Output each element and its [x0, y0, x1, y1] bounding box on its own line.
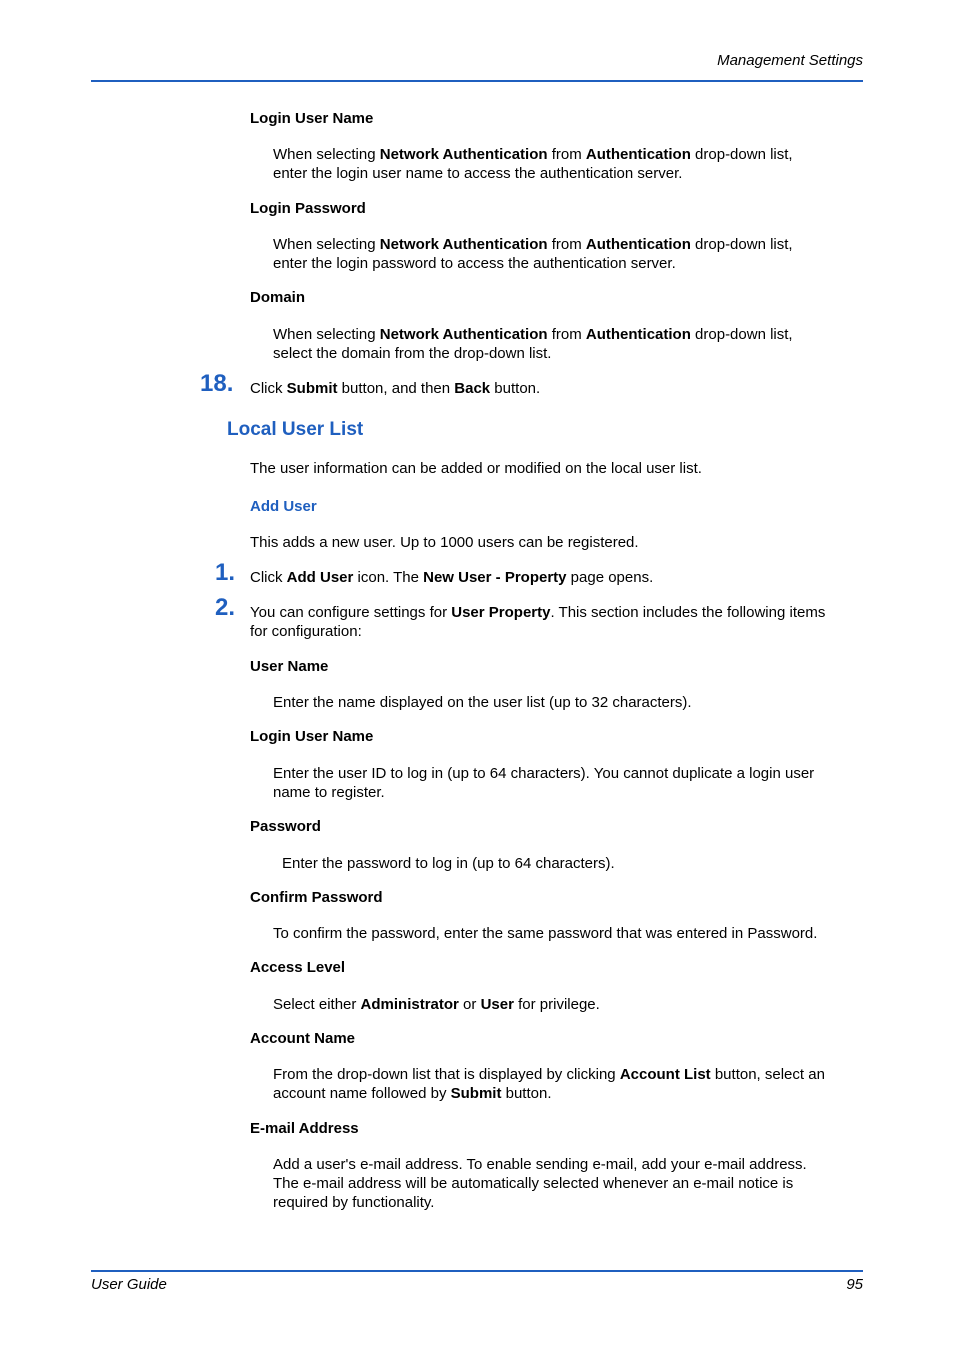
term-domain: Domain — [250, 289, 306, 306]
desc-login-user-name-2 — [273, 764, 814, 802]
subsection-intro: This adds a new user. Up to 1000 users can be registered. — [250, 534, 639, 551]
footer-rule — [91, 1270, 863, 1272]
header-rule — [91, 80, 863, 82]
desc-line: enter the login user name to access the authentication server. — [273, 165, 683, 182]
term-login-user-name: Login User Name — [250, 110, 374, 127]
desc-email-address — [273, 1155, 807, 1212]
step-1-text: Click Add User icon. The New User - Property page opens. — [250, 569, 654, 586]
desc-login-user-name — [273, 145, 793, 183]
running-header: Management Settings — [717, 52, 863, 69]
section-intro: The user information can be added or modified on the local user list. — [250, 460, 702, 477]
step-18-text: Click Submit button, and then Back button. — [250, 380, 541, 397]
term-access-level: Access Level — [250, 959, 346, 976]
step-number-2: 2. — [215, 594, 236, 621]
desc-line: When selecting Network Authentication from Authentication drop-down list, — [273, 236, 793, 253]
step-line: for configuration: — [250, 623, 362, 640]
desc-line: required by functionality. — [273, 1194, 435, 1211]
desc-confirm-password: To confirm the password, enter the same password that was entered in Password. — [273, 925, 818, 942]
step-number-1: 1. — [215, 559, 236, 586]
term-confirm-password: Confirm Password — [250, 889, 383, 906]
desc-line: Enter the user ID to log in (up to 64 characters). You cannot duplicate a login user — [273, 765, 815, 782]
desc-line: From the drop-down list that is displayed by clicking Account List button, select an — [273, 1066, 825, 1083]
desc-line: account name followed by Submit button. — [273, 1085, 552, 1102]
desc-user-name: Enter the name displayed on the user list (up to 32 characters). — [273, 694, 692, 711]
term-password: Password — [250, 818, 321, 835]
desc-line: name to register. — [273, 784, 385, 801]
page-number: 95 — [846, 1276, 863, 1293]
step-2-text — [250, 603, 825, 641]
desc-account-name — [273, 1065, 825, 1103]
desc-login-password — [273, 235, 793, 273]
desc-line: enter the login password to access the authentication server. — [273, 255, 676, 272]
term-user-name: User Name — [250, 658, 329, 675]
step-number-18: 18. — [200, 370, 234, 397]
desc-domain — [273, 325, 793, 363]
desc-line: Add a user's e-mail address. To enable sending e-mail, add your e-mail address. — [273, 1156, 807, 1173]
subsection-title: Add User — [250, 498, 317, 515]
desc-line: When selecting Network Authentication from Authentication drop-down list, — [273, 326, 793, 343]
term-login-password: Login Password — [250, 200, 366, 217]
step-line: You can configure settings for User Property. This section includes the following items — [250, 604, 826, 621]
desc-line: select the domain from the drop-down list. — [273, 345, 552, 362]
term-login-user-name-2: Login User Name — [250, 728, 374, 745]
term-email-address: E-mail Address — [250, 1120, 359, 1137]
desc-line: When selecting Network Authentication from Authentication drop-down list, — [273, 146, 793, 163]
desc-line: The e-mail address will be automatically selected whenever an e-mail notice is — [273, 1175, 794, 1192]
desc-password: Enter the password to log in (up to 64 characters). — [282, 855, 615, 872]
term-account-name: Account Name — [250, 1030, 356, 1047]
footer-left: User Guide — [91, 1276, 167, 1293]
section-title: Local User List — [227, 419, 364, 440]
desc-access-level: Select either Administrator or User for privilege. — [273, 996, 600, 1013]
